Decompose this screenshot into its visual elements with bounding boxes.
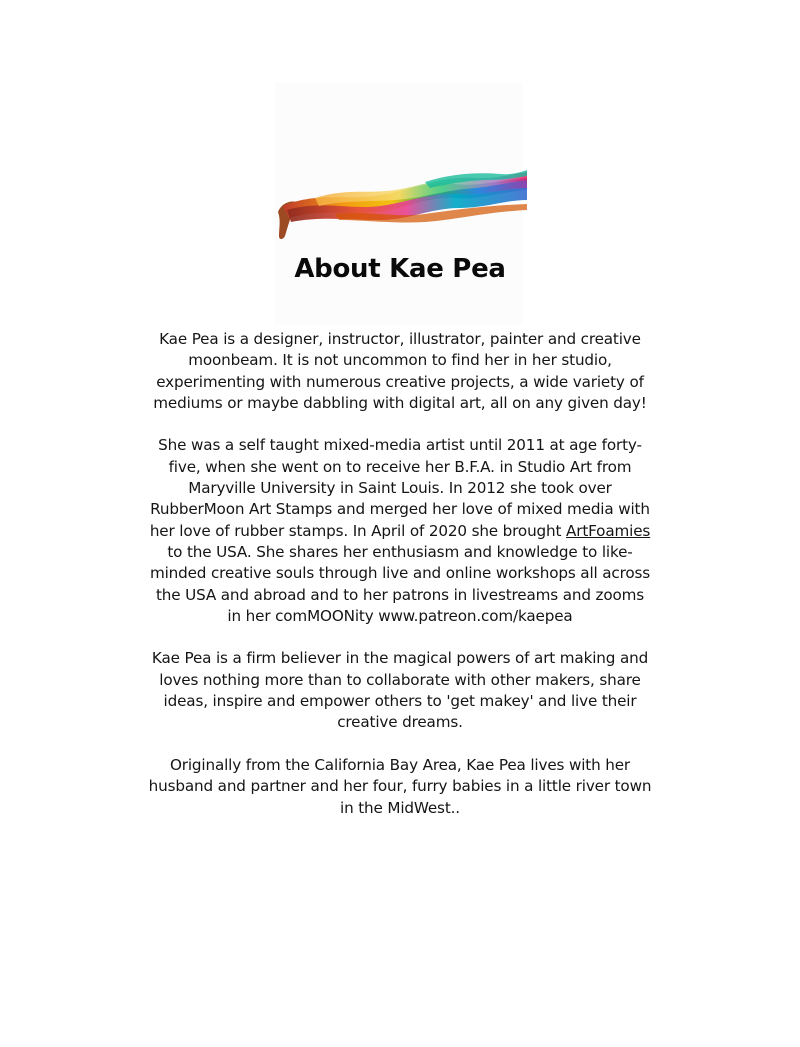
paragraph-history: [148, 435, 652, 627]
rainbow-paint-swirl-image: [275, 170, 527, 242]
paragraph-history-part2: to the USA. She shares her enthusiasm and knowledge to like-minded creative souls through live and online workshops all across the USA and abroad and to her patrons in livestreams and zooms in her comMOONity www.patreon.com/kaepea: [149, 542, 651, 625]
page-title: About Kae Pea: [294, 254, 506, 284]
paragraph-home: Originally from the California Bay Area, Kae Pea lives with her husband and partner and her four, furry babies in a little river town in the MidWest..: [148, 755, 652, 817]
paragraph-history-part1: She was a self taught mixed-media artist until 2011 at age forty-five, when she went on to receive her B.F.A. in Studio Art from Maryville University in Saint Louis. In 2012 she took over RubberMoon Art Stamps and merged her love of mixed media with her love of rubber stamps. In April of 2020 she brought: [149, 436, 650, 540]
header-panel: [275, 82, 522, 325]
about-body: [148, 329, 652, 840]
paragraph-beliefs: Kae Pea is a firm believer in the magical powers of art making and loves nothing more than to collaborate with other makers, share ideas, inspire and empower others to 'get makey' and live their creative dreams.: [151, 649, 649, 732]
artfoamies-link[interactable]: ArtFoamies: [566, 521, 651, 540]
paragraph-intro: Kae Pea is a designer, instructor, illustrator, painter and creative moonbeam. It is not uncommon to find her in her studio, experimenting with numerous creative projects, a wide variety of mediums or maybe dabbling with digital art, all on any given day!: [153, 330, 647, 412]
